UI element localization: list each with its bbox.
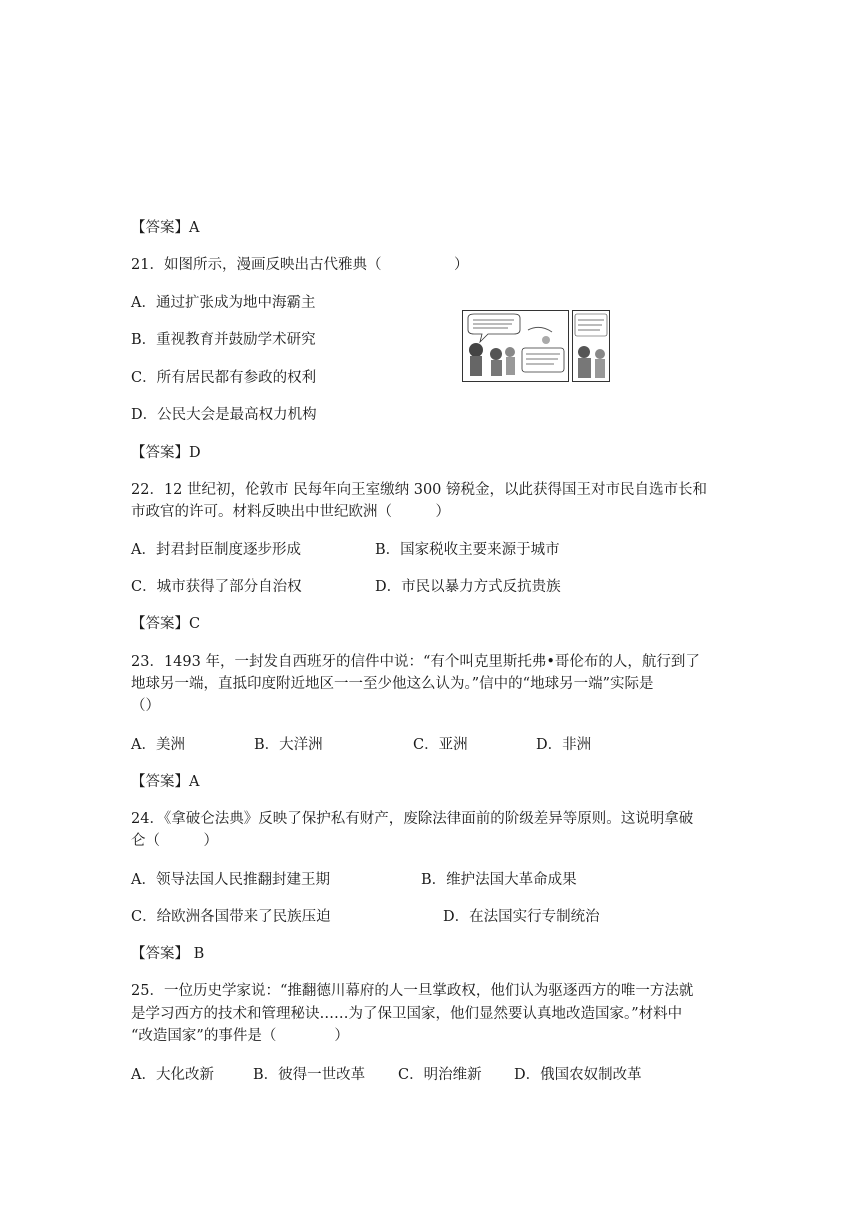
- answer-24: 【答案】 B: [131, 946, 205, 962]
- question-25-stem-line3: “改造国家”的事件是（ ）: [131, 1028, 349, 1044]
- question-23-option-b: B．大洋洲: [254, 737, 323, 753]
- question-23-stem-line3: （）: [131, 698, 160, 714]
- question-25-option-c: C．明治维新: [398, 1067, 482, 1083]
- answer-22: 【答案】C: [131, 616, 201, 632]
- comic-illustration: [462, 310, 610, 382]
- question-21-stem: 21．如图所示，漫画反映出古代雅典（ ）: [131, 257, 469, 273]
- question-23-option-a: A．美洲: [131, 737, 185, 753]
- question-23-option-c: C．亚洲: [413, 737, 468, 753]
- question-21-option-c: C．所有居民都有参政的权利: [131, 370, 317, 386]
- question-21-option-a: A．通过扩张成为地中海霸主: [131, 295, 316, 311]
- question-22-option-b: B．国家税收主要来源于城市: [375, 542, 560, 558]
- question-22-stem-line1: 22．12 世纪初，伦敦市 民每年向王室缴纳 300 镑税金，以此获得国王对市民自选市长和: [131, 482, 708, 498]
- question-22-option-a: A．封君封臣制度逐步形成: [131, 542, 301, 558]
- answer-21: 【答案】D: [131, 445, 201, 461]
- question-24-stem-line1: 24．《拿破仑法典》反映了保护私有财产，废除法律面前的阶级差异等原则。这说明拿破: [131, 811, 694, 827]
- question-24-option-b: B．维护法国大革命成果: [421, 872, 577, 888]
- question-24-option-a: A．领导法国人民推翻封建王期: [131, 872, 330, 888]
- answer-a1: 【答案】A: [131, 220, 200, 236]
- question-23-option-d: D．非洲: [536, 737, 592, 753]
- answer-23: 【答案】A: [131, 774, 200, 790]
- question-23-stem-line1: 23．1493 年，一封发自西班牙的信件中说：“有个叫克里斯托弗•哥伦布的人，航行到了: [131, 654, 700, 670]
- question-22-stem-line2: 市政官的许可。材料反映出中世纪欧洲（ ）: [131, 504, 450, 520]
- question-24-option-d: D．在法国实行专制统治: [443, 909, 600, 925]
- question-23-stem-line2: 地球另一端，直抵印度附近地区一一至少他这么认为。”信中的“地球另一端”实际是: [131, 676, 654, 692]
- question-25-option-d: D．俄国农奴制改革: [514, 1067, 642, 1083]
- question-25-stem-line1: 25．一位历史学家说：“推翻德川幕府的人一旦掌政权，他们认为驱逐西方的唯一方法就: [131, 983, 694, 999]
- question-24-option-c: C．给欧洲各国带来了民族压迫: [131, 909, 331, 925]
- question-24-stem-line2: 仑（ ）: [131, 833, 218, 849]
- question-25-option-a: A．大化改新: [131, 1067, 214, 1083]
- question-25-option-b: B．彼得一世改革: [253, 1067, 366, 1083]
- question-21-option-b: B．重视教育并鼓励学术研究: [131, 332, 316, 348]
- question-21-option-d: D．公民大会是最高权力机构: [131, 407, 317, 423]
- question-25-stem-line2: 是学习西方的技术和管理秘诀……为了保卫国家，他们显然要认真地改造国家。”材料中: [131, 1006, 683, 1022]
- question-22-option-c: C．城市获得了部分自治权: [131, 579, 302, 595]
- question-22-option-d: D．市民以暴力方式反抗贵族: [375, 579, 561, 595]
